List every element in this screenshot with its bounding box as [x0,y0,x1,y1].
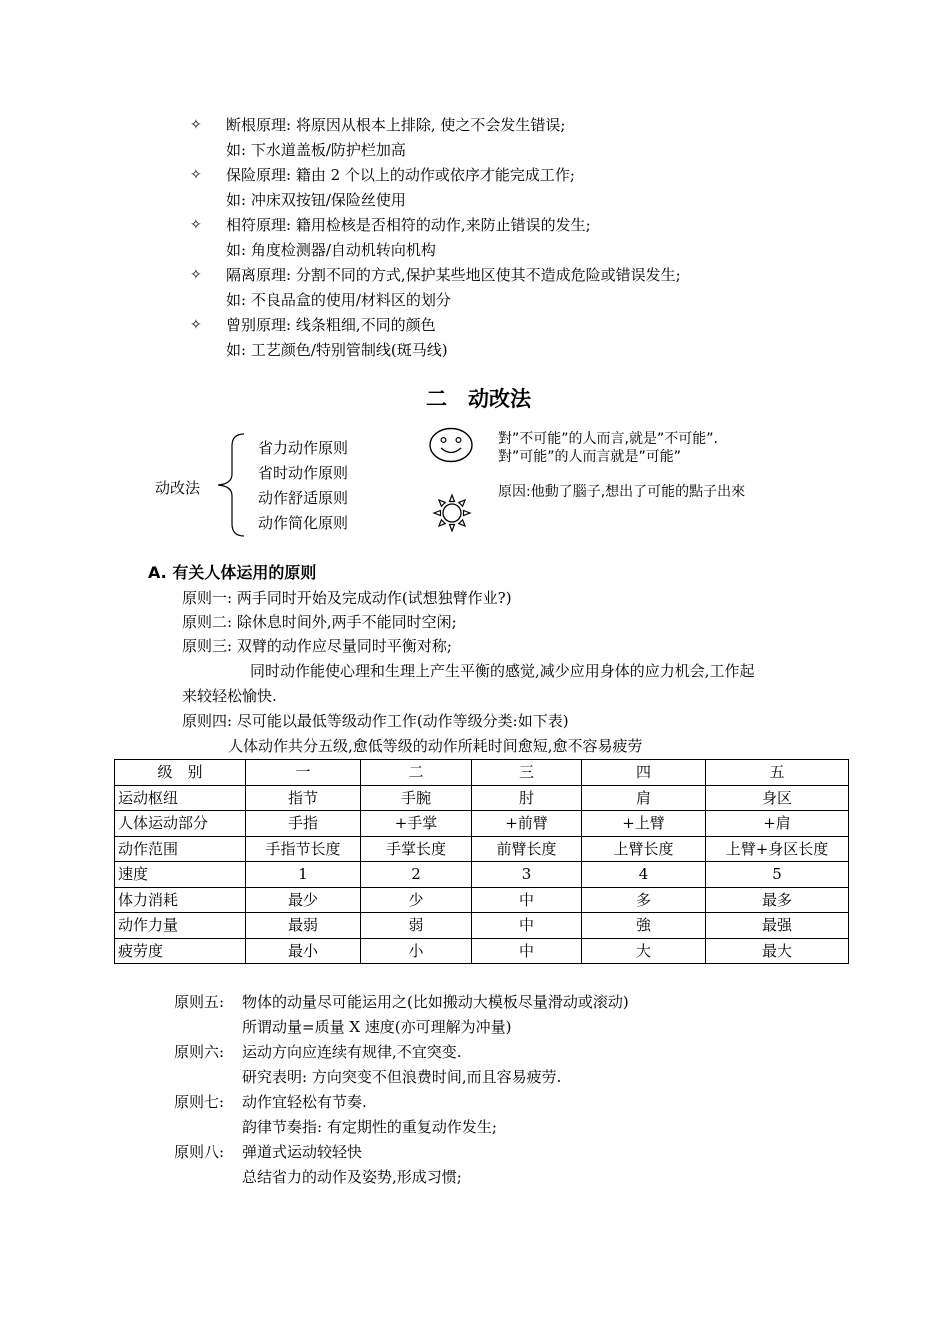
diagram-root-label: 动改法 [155,479,201,497]
principle-example: 如: 冲床双按钮/保险丝使用 [226,191,406,209]
diamond-bullet-icon: ✧ [190,117,202,133]
table-cell: 上臂长度 [582,836,706,862]
diagram-branch: 动作舒适原则 [258,489,349,507]
principle-title: 曾别原理: 线条粗细,不同的颜色 [226,316,436,334]
table-row [115,785,849,811]
table-row [115,913,849,939]
table-cell: 少 [361,887,472,913]
table-cell: 中 [472,887,582,913]
table-header-cell: 四 [582,760,706,786]
row-label: 速度 [115,862,246,888]
principle-3-detail-cont: 来较轻松愉快. [182,687,277,705]
table-cell: 4 [582,862,706,888]
reason-text: 原因:他動了腦子,想出了可能的點子出來 [498,484,746,500]
table-cell: +手掌 [361,811,472,837]
table-cell: 強 [582,913,706,939]
table-cell: 手腕 [361,785,472,811]
principle-text: 物体的动量尽可能运用之(比如搬动大模板尽量滑动或滚动) [242,993,629,1011]
principle-note: 韵律节奏指: 有定期性的重复动作发生; [242,1118,497,1136]
principle-example: 如: 下水道盖板/防护栏加高 [226,141,406,159]
principle-note: 总结省力的动作及姿势,形成习惯; [242,1168,462,1186]
table-header-cell: 二 [361,760,472,786]
sun-icon [432,493,472,533]
table-cell: 中 [472,938,582,964]
principle-4-note: 人体动作共分五级,愈低等级的动作所耗时间愈短,愈不容易疲劳 [228,737,643,755]
table-cell: +上臂 [582,811,706,837]
diagram-branch: 省时动作原则 [258,464,349,482]
smiley-face-icon [428,426,474,464]
table-cell: 5 [706,862,849,888]
principle-title: 隔离原理: 分割不同的方式,保护某些地区使其不造成危险或错误发生; [226,266,681,284]
table-cell: 身区 [706,785,849,811]
section-a-title: A. 有关人体运用的原则 [148,563,317,582]
principle-title: 相符原理: 籍用检核是否相符的动作,来防止错误的发生; [226,216,591,234]
table-row [115,887,849,913]
table-cell: 前臂长度 [472,836,582,862]
principle-label: 原则五: [174,993,225,1011]
table-cell: 弱 [361,913,472,939]
principle-3-detail: 同时动作能使心理和生理上产生平衡的感觉,减少应用身体的应力机会,工作起 [250,662,755,680]
table-row [115,836,849,862]
table-cell: 肩 [582,785,706,811]
principle-label: 原则七: [174,1093,225,1111]
principle-3: 原则三: 双臂的动作应尽量同时平衡对称; [182,637,452,655]
table-cell: +前臂 [472,811,582,837]
table-cell: 最小 [246,938,361,964]
principle-title: 断根原理: 将原因从根本上排除, 使之不会发生错误; [226,116,566,134]
principle-label: 原则六: [174,1043,225,1061]
principle-4: 原则四: 尽可能以最低等级动作工作(动作等级分类:如下表) [182,712,569,730]
table-cell: 手指 [246,811,361,837]
principle-text: 运动方向应连续有规律,不宜突变. [242,1043,462,1061]
principle-note: 所谓动量=质量 X 速度(亦可理解为冲量) [242,1018,512,1036]
row-label: 动作范围 [115,836,246,862]
row-label: 运动枢纽 [115,785,246,811]
principle-example: 如: 工艺颜色/特别管制线(斑马线) [226,341,448,359]
diamond-bullet-icon: ✧ [190,317,202,333]
principle-note: 研究表明: 方向突变不但浪费时间,而且容易疲劳. [242,1068,562,1086]
table-cell: 最弱 [246,913,361,939]
principle-text: 弹道式运动较轻快 [242,1143,363,1161]
table-cell: 大 [582,938,706,964]
table-header-cell: 级 别 [115,760,246,786]
principle-example: 如: 角度检测器/自动机转向机构 [226,241,436,259]
principle-example: 如: 不良品盒的使用/材料区的划分 [226,291,451,309]
table-cell: 指节 [246,785,361,811]
curly-brace-icon [212,432,252,538]
diagram-branch: 动作简化原则 [258,514,349,532]
principle-1: 原则一: 两手同时开始及完成动作(试想独臂作业?) [182,589,512,607]
quote-line: 對”可能”的人而言就是”可能” [498,449,682,465]
table-cell: 1 [246,862,361,888]
principle-2: 原则二: 除休息时间外,两手不能同时空闲; [182,613,457,631]
table-cell: 3 [472,862,582,888]
principle-title: 保险原理: 籍由 2 个以上的动作或依序才能完成工作; [226,166,575,184]
principle-text: 动作宜轻松有节奏. [242,1093,367,1111]
table-cell: 多 [582,887,706,913]
table-cell: 最多 [706,887,849,913]
table-cell: 2 [361,862,472,888]
diagram-branch: 省力动作原则 [258,439,349,457]
diamond-bullet-icon: ✧ [190,167,202,183]
table-header-cell: 三 [472,760,582,786]
table-cell: 最强 [706,913,849,939]
table-cell: 上臂+身区长度 [706,836,849,862]
motion-grade-table [114,759,849,964]
section-title: 二 动改法 [426,387,531,411]
table-row [115,862,849,888]
table-cell: 小 [361,938,472,964]
table-cell: 中 [472,913,582,939]
row-label: 人体运动部分 [115,811,246,837]
table-cell: 最少 [246,887,361,913]
table-header-cell: 五 [706,760,849,786]
table-cell: 最大 [706,938,849,964]
diamond-bullet-icon: ✧ [190,267,202,283]
table-cell: 手掌长度 [361,836,472,862]
table-row [115,938,849,964]
table-cell: 肘 [472,785,582,811]
table-row [115,811,849,837]
table-cell: 手指节长度 [246,836,361,862]
quote-line: 對”不可能”的人而言,就是”不可能”. [498,431,718,447]
table-header-row [115,760,849,786]
principle-label: 原则八: [174,1143,225,1161]
row-label: 动作力量 [115,913,246,939]
table-cell: +肩 [706,811,849,837]
diamond-bullet-icon: ✧ [190,217,202,233]
table-header-cell: 一 [246,760,361,786]
row-label: 体力消耗 [115,887,246,913]
row-label: 疲劳度 [115,938,246,964]
